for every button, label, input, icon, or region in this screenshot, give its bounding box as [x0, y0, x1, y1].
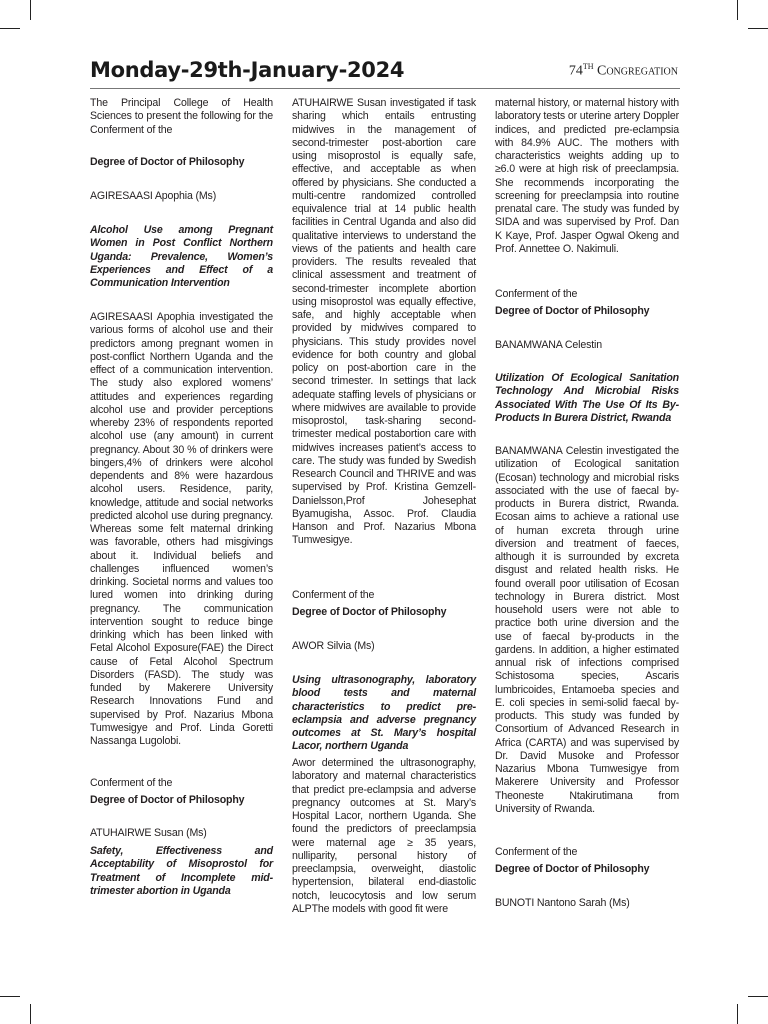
crop-mark	[0, 28, 20, 29]
candidate-name: BUNOTI Nantono Sarah (Ms)	[495, 897, 630, 909]
intro-text: The Principal College of Health Sciences to present the following for the Conferment of the	[90, 97, 273, 136]
crop-mark	[748, 996, 768, 997]
candidate-name: AWOR Silvia (Ms)	[292, 640, 375, 652]
thesis-summary: BANAMWANA Celestin investigated the utilization of Ecological sanitation (Ecosan) technology and microbial risks associated with the use of faecal by-products in Burera district, Rwanda. Ecosan aims to achieve a rational use of human excreta through urine diversion and treatment of faeces, although it is surrounded by excreta disgust and related health risks. He found overall poor utilisation of Ecosan technology in Burera district. Most household users were not able to practice both urine diversion and the use of faecal by-products in the gardens. In addition, a higher estimated annual risk of infections comprised Schistosoma species, Ascaris lumbricoides, Entamoeba species and E. coli species in semi-solid faecal by-products. This study was funded by Consortium of Advanced Research in Africa (CARTA) and was supervised by Dr. David Musoke and Professor Nazarius Mbona Tumwesigye from Makerere University and Professor Theoneste Ntakirutimana from University of Rwanda.	[495, 445, 679, 815]
candidate-name: ATUHAIRWE Susan (Ms)	[90, 827, 207, 839]
thesis-summary: Awor determined the ultrasonography, laboratory and maternal characteristics that predict pre-eclampsia and adverse pregnancy outcomes at St. Mary’s Hospital Lacor, northern Uganda. She found the predictors of preeclampsia were maternal age ≥ 35 years, nulliparity, personal history of preeclampsia, overweight, diastolic hypertension, bilateral end-diastolic notch, leucocytosis and low serum ALPThe models with good fit were	[292, 757, 476, 915]
crop-mark	[748, 28, 768, 29]
conferment-label: Conferment of the	[90, 777, 173, 789]
crop-mark	[30, 1004, 31, 1024]
crop-mark	[0, 996, 20, 997]
degree-heading: Degree of Doctor of Philosophy	[90, 156, 245, 168]
crop-mark	[737, 0, 738, 20]
degree-heading: Degree of Doctor of Philosophy	[495, 863, 650, 875]
crop-mark	[30, 0, 31, 20]
degree-heading: Degree of Doctor of Philosophy	[495, 305, 650, 317]
candidate-name: AGIRESAASI Apophia (Ms)	[90, 190, 217, 202]
thesis-summary: AGIRESAASI Apophia investigated the various forms of alcohol use and their predictors among pregnant women in post-conflict Northern Uganda and the effect of a communication intervention. The study also explored womens’ attitudes and experiences regarding alcohol use and provider perceptions whereby 23% of respondents reported alcohol use (any amount) in current pregnancy. About 30 % of drinkers were bingers,4% of drinkers were alcohol dependents and 8% were hazardous alcohol users. Residence, parity, knowledge, attitude and social networks predicted alcohol use during pregnancy. Whereas some felt maternal drinking was favorable, others had misgivings about it. Individual beliefs and challenges influenced women’s drinking. Societal norms and values too lured women into drinking during pregnancy. The communication intervention sought to reduce binge drinking which has been linked with Fetal Alcohol Exposure(FAE) the Direct cause of Fetal Alcohol Spectrum Disorders (FASD). The study was funded by Makerere University Research Innovations Fund and supervised by Prof. Nazarius Mbona Tumwesigye and Prof. Linda Goretti Nassanga Lugolobi.	[90, 311, 273, 747]
page-date-heading: Monday-29th-January-2024	[90, 58, 405, 82]
candidate-name: BANAMWANA Celestin	[495, 339, 602, 351]
conferment-label: Conferment of the	[292, 589, 375, 601]
degree-heading: Degree of Doctor of Philosophy	[90, 794, 245, 806]
conferment-label: Conferment of the	[495, 846, 578, 858]
thesis-title: Using ultrasonography, laboratory blood tests and maternal characteristics to predict pre-eclampsia and adverse pregnancy outcomes at St. Mary’s hospital Lacor, northern Uganda	[292, 674, 476, 753]
thesis-summary: maternal history, or maternal history with laboratory tests or uterine artery Doppler indices, and predicted pre-eclampsia with 84.9% AUC. The mothers with characteristics weights adding up to ≥6.0 were at high risk of preeclampsia. She recommends incorporating the screening for preeclampsia into routine prenatal care. The study was funded by SIDA and was supervised by Prof. Dan K Kaye, Prof. Jasper Ogwal Okeng and Prof. Annettee O. Nakimuli.	[495, 97, 679, 255]
degree-heading: Degree of Doctor of Philosophy	[292, 606, 447, 618]
congregation-label: 74TH Congregation	[568, 62, 678, 79]
conferment-label: Conferment of the	[495, 288, 578, 300]
thesis-title: Alcohol Use among Pregnant Women in Post Conflict Northern Uganda: Prevalence, Women’s Experiences and Effect of a Communication Intervention	[90, 224, 273, 289]
thesis-title: Utilization Of Ecological Sanitation Technology And Microbial Risks Associated With The Use Of Its By-Products In Burera District, Rwanda	[495, 372, 679, 424]
header-rule	[90, 88, 680, 89]
thesis-title: Safety, Effectiveness and Acceptability of Misoprostol for Treatment of Incomplete mid-trimester abortion in Uganda	[90, 845, 273, 897]
thesis-summary: ATUHAIRWE Susan investigated if task sharing which entails entrusting midwives in the management of second-trimester post-abortion care using misoprostol is equally safe, effective, and acceptable as when offered by physicians. She conducted a multi-centre randomized controlled equivalence trial at 14 public health facilities in Central Uganda and also did qualitative interviews to understand the views of the patients and health care providers. The results revealed that clinical assessment and treatment of second-trimester incomplete abortion using misoprostol was equally effective, safe, and highly acceptable when provided by midwives compared to physicians. This study provides novel evidence for both country and global policy on post-abortion care in the second trimester. In settings that lack adequate staffing levels of physicians or where midwives are available to provide misoprostol, task-sharing second-trimester medical postabortion care with midwives increases patient’s access to care. The study was funded by Swedish Research Council and THRIVE and was supervised by Prof. Kristina Gemzell-Danielsson,Prof Johesephat Byamugisha, Assoc. Prof. Claudia Hanson and Prof. Nazarius Mbona Tumwesigye.	[292, 97, 476, 547]
crop-mark	[737, 1004, 738, 1024]
